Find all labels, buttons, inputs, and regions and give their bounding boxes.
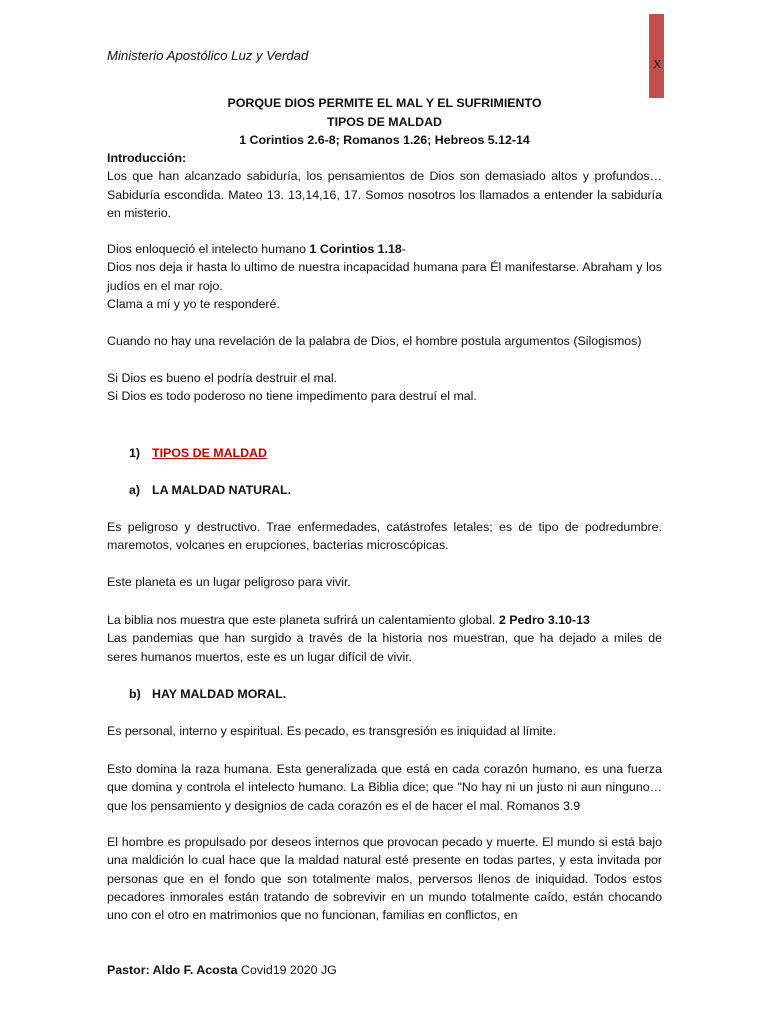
intro-paragraph-5: Cuando no hay una revelación de la palabra de Dios, el hombre postula argumentos (Silogismos) — [107, 334, 642, 348]
section-a-p3-text: La biblia nos muestra que este planeta sufrirá un calentamiento global. — [107, 613, 499, 627]
intro-conditions — [107, 369, 662, 406]
close-icon[interactable]: X — [653, 57, 662, 71]
document-titles — [107, 94, 662, 150]
intro-p2-suffix: - — [401, 242, 406, 256]
section-a-p3-ref: 2 Pedro 3.10-13 — [498, 613, 590, 627]
intro-paragraph-6: Si Dios es bueno el podría destruir el mal. — [107, 371, 338, 385]
intro-paragraph-1: Los que han alcanzado sabiduría, los pensamientos de Dios son demasiado altos y profundos… Sabiduría escondida. Mateo 13. 13,14,16, 17. Somos nosotros los llamados a entender la sabiduría en misterio. — [107, 169, 662, 220]
section-b-paragraph-1: Es personal, interno y espiritual. Es pecado, es transgresión es iniquidad al límite. — [107, 724, 557, 738]
intro-p2-text: Dios enloqueció el intelecto humano — [107, 242, 310, 256]
section-a-label: LA MALDAD NATURAL. — [152, 483, 292, 497]
section-1-link[interactable]: TIPOS DE MALDAD — [152, 446, 267, 460]
intro-paragraph-7: Si Dios es todo poderoso no tiene impedimento para destruí el mal. — [107, 389, 477, 404]
ministry-header: Ministerio Apostólico Luz y Verdad — [107, 48, 309, 63]
intro-paragraph-4: Clama a mí y yo te responderé. — [107, 296, 280, 311]
main-title: PORQUE DIOS PERMITE EL MAL Y EL SUFRIMIENTO — [227, 96, 542, 110]
section-b-p3: El hombre es propulsado por deseos internos que provocan pecado y muerte. El mundo si está bajo una maldición lo cual hace que la maldad natural esté presente en todas partes, y esta invitada por personas que en el fondo que son totalmente malos, perversos llenos de iniquidad. Todos estos pecadores inmorales están tratando de sobrevivir en un mundo totalmente caído, están chocando uno con el otro en matrimonios que no funcionan, familias en conflictos, en — [107, 835, 662, 923]
section-a-heading — [129, 481, 291, 499]
intro-block — [107, 149, 662, 222]
intro-p2-ref: 1 Corintios 1.18 — [309, 242, 402, 256]
footer-note: Covid19 2020 JG — [241, 963, 337, 977]
section-a-p1: Es peligroso y destructivo. Trae enfermedades, catástrofes letales; es de tipo de podredumbre. maremotos, volcanes en erupciones, bacterias microscópicas. — [107, 520, 662, 553]
section-1-heading — [129, 444, 267, 462]
footer-pastor: Pastor: Aldo F. Acosta — [107, 963, 242, 977]
intro-paragraph-3: Dios nos deja ir hasta lo ultimo de nuestra incapacidad humana para Él manifestarse. Abraham y los judíos en el mar rojo. — [107, 260, 662, 293]
section-a-number: a) — [129, 483, 141, 497]
section-b-heading — [129, 685, 286, 703]
section-b-label: HAY MALDAD MORAL. — [152, 687, 287, 701]
section-a-paragraph-1 — [107, 518, 662, 555]
section-a-p4: Las pandemias que han surgido a través de la historia nos muestran, que ha dejado a miles de seres humanos muertos, este es un lugar difícil de vivir. — [107, 631, 662, 664]
section-b-p2: Esto domina la raza humana. Esta generalizada que está en cada corazón humano, es una fuerza que domina y controla el intelecto humano. La Biblia dice; que "No hay ni un justo ni aun ninguno… que los pensamiento y designios de cada corazón es el de hacer el mal. Romanos 3.9 — [107, 762, 662, 813]
subtitle: TIPOS DE MALDAD — [327, 114, 442, 129]
intro-paragraph-2 — [107, 240, 662, 313]
intro-heading: Introducción: — [107, 151, 187, 165]
scripture-references: 1 Corintios 2.6-8; Romanos 1.26; Hebreos 5.12-14 — [239, 133, 530, 147]
section-1-number: 1) — [129, 446, 141, 460]
section-b-paragraph-2 — [107, 760, 662, 815]
page-footer — [107, 961, 337, 979]
section-a-paragraph-2: Este planeta es un lugar peligroso para vivir. — [107, 575, 351, 589]
section-b-number: b) — [129, 687, 141, 701]
section-a-paragraph-3 — [107, 611, 662, 666]
section-b-paragraph-3 — [107, 833, 662, 924]
